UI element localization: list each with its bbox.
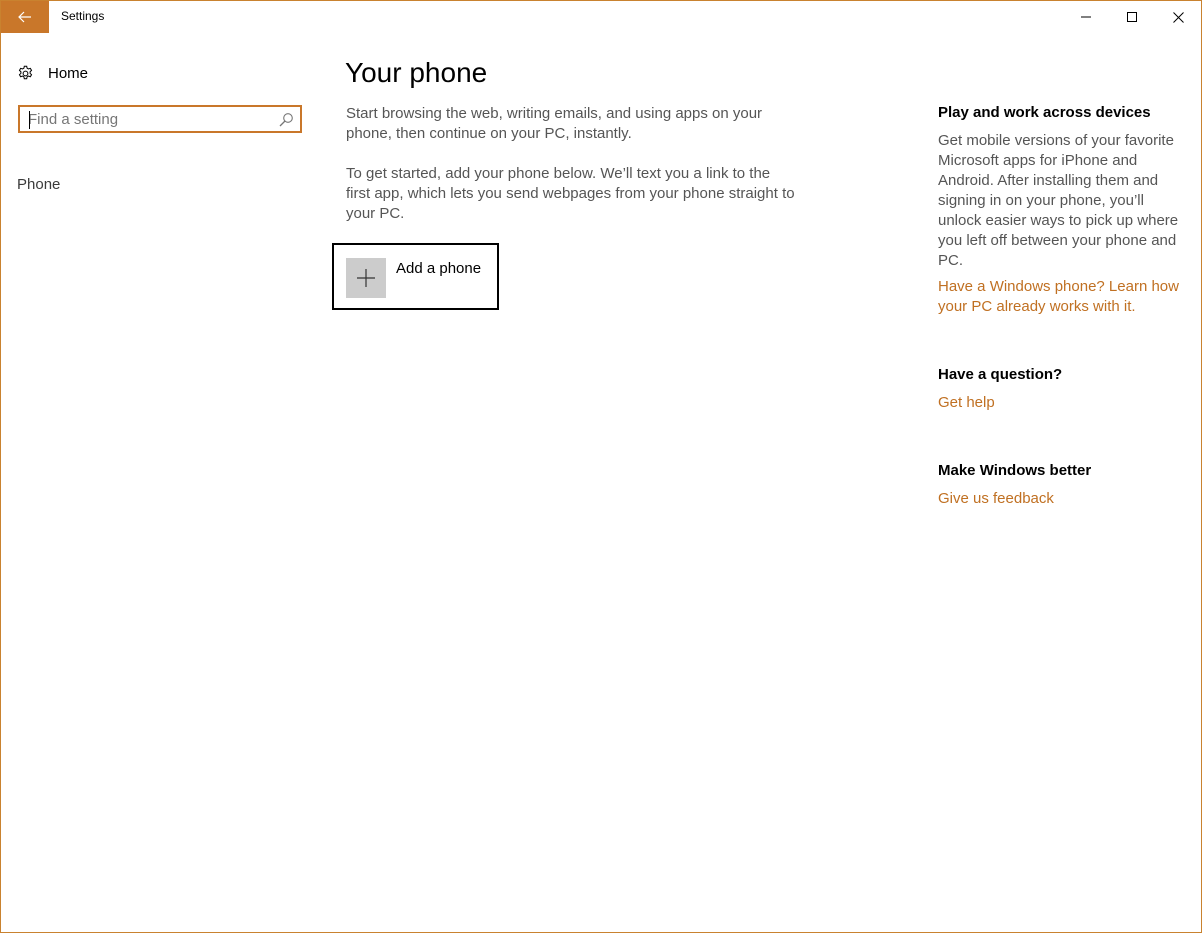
instructions-paragraph: To get started, add your phone below. We’ll text you a link to the first app, which lets you send webpages from your phone straight to your PC. [346, 165, 795, 222]
question-heading: Have a question? [938, 366, 1063, 383]
plus-icon [357, 269, 375, 287]
home-label: Home [48, 64, 89, 82]
sidebar-home[interactable] [17, 61, 88, 85]
search-input[interactable] [28, 109, 268, 129]
question-section [938, 365, 1188, 413]
close-button[interactable] [1155, 1, 1201, 33]
get-help-link[interactable]: Get help [938, 394, 995, 411]
title-bar [1, 1, 1201, 33]
app-title: Settings [61, 9, 105, 23]
add-phone-label: Add a phone [396, 260, 482, 277]
sidebar-item-phone[interactable]: Phone [17, 176, 61, 193]
feedback-section [938, 461, 1188, 509]
related-panel [938, 103, 1188, 317]
search-field[interactable] [18, 105, 302, 133]
back-arrow-icon [18, 11, 32, 23]
minimize-icon [1081, 12, 1091, 22]
play-description: Get mobile versions of your favorite Microsoft apps for iPhone and Android. After installing them and signing in on your phone, you’ll unlock easier ways to pick up where you left off between your phone and PC. [938, 132, 1179, 269]
search-icon[interactable] [278, 112, 294, 128]
plus-tile [346, 258, 386, 298]
give-feedback-link[interactable]: Give us feedback [938, 490, 1054, 507]
intro-paragraph: Start browsing the web, writing emails, and using apps on your phone, then continue on your PC, instantly. [346, 105, 763, 142]
feedback-heading: Make Windows better [938, 462, 1092, 479]
gear-icon [17, 65, 34, 82]
play-heading: Play and work across devices [938, 104, 1151, 121]
minimize-button[interactable] [1063, 1, 1109, 33]
add-phone-button[interactable] [332, 243, 499, 310]
windows-phone-link[interactable]: Have a Windows phone? Learn how your PC already works with it. [938, 278, 1179, 315]
page-title: Your phone [345, 57, 488, 88]
maximize-button[interactable] [1109, 1, 1155, 33]
back-button[interactable] [1, 1, 49, 33]
maximize-icon [1127, 12, 1137, 22]
text-caret [29, 111, 30, 129]
close-icon [1173, 12, 1184, 23]
